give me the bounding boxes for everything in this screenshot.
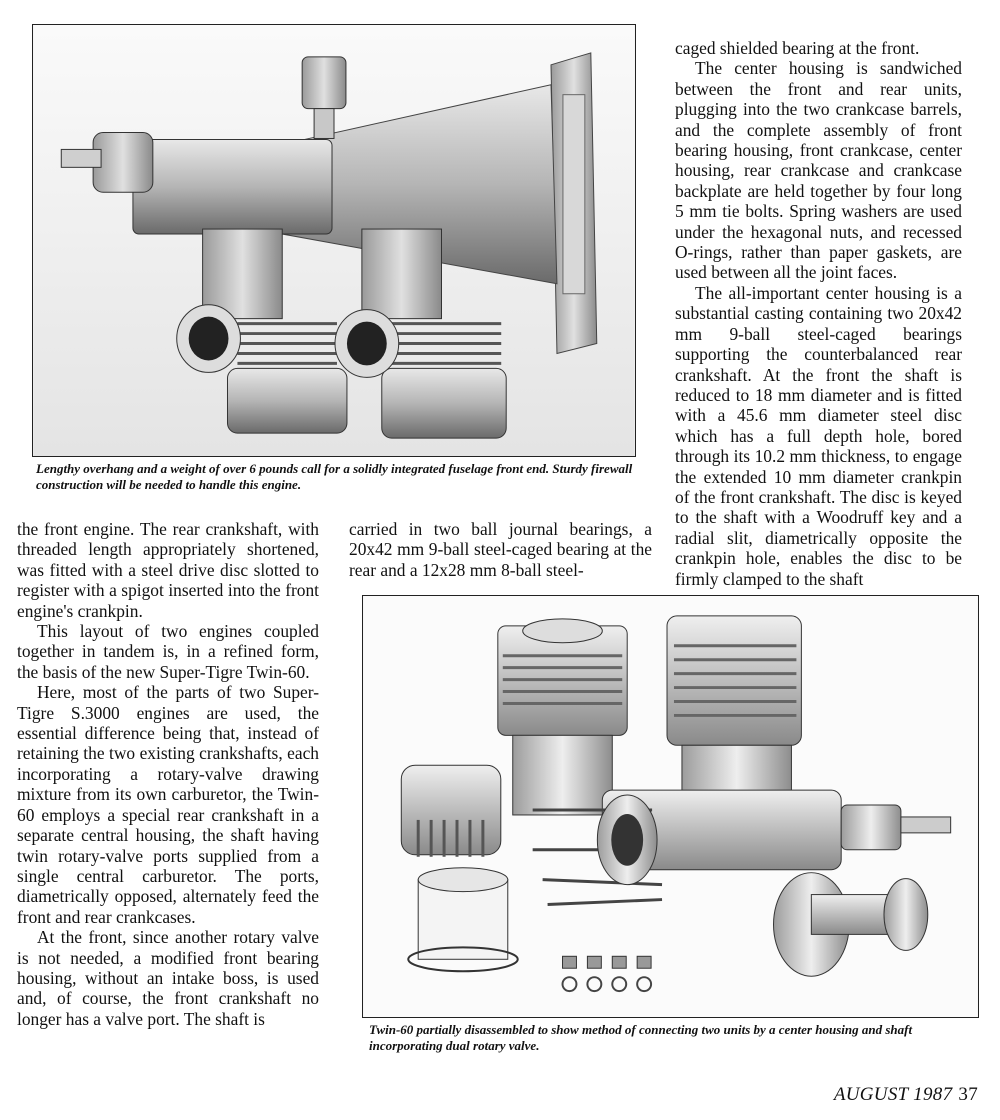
bottom-photo-caption: Twin-60 partially disassembled to show method of connecting two units by a center housing and shaft incorporating dual rotary valve. [369, 1022, 913, 1053]
issue-date: AUGUST 1987 [833, 1084, 953, 1105]
bottom-engine-photo [362, 595, 979, 1018]
right-column-top [675, 38, 962, 589]
middle-column [349, 519, 652, 580]
twin-engine-disassembled-illustration [363, 596, 978, 1017]
page-footer [834, 1084, 978, 1106]
paragraph: The all-important center housing is a substantial casting containing two 20x42 mm 9-ball steel-caged bearings supporting the counterbalanced rear crankshaft. At the front the shaft is reduced to 18 mm diameter and is fitted with a 45.6 mm diameter steel disc which has a full depth hole, bored through its 10.2 mm thickness, to engage the extended 10 mm diameter crankpin of the front crankshaft. The disc is keyed to the shaft with a Woodruff key and a radial slit, diametrically opposite the crankpin hole, enables the disc to be firmly clamped to the shaft [675, 282, 962, 589]
top-photo-caption: Lengthy overhang and a weight of over 6 pounds call for a solidly integrated fuselage front end. Sturdy firewall construction will be needed to handle this engine. [36, 461, 633, 492]
left-column [17, 519, 319, 1029]
paragraph: Here, most of the parts of two Super-Tigre S.3000 engines are used, the essential difference being that, instead of retaining the two existing crankshafts, each incorporating a rotary-valve drawing mixture from its own carburetor, the Twin-60 employs a special rear crankshaft in a separate central housing, the shaft having twin rotary-valve ports supplied from a single central carburetor. The ports, diametrically opposed, alternately feed the front and rear crankcases. [17, 682, 319, 927]
page-number: 37 [958, 1084, 978, 1105]
top-engine-photo [32, 24, 636, 457]
twin-engine-assembled-illustration [33, 25, 635, 456]
paragraph: At the front, since another rotary valve is not needed, a modified front bearing housing, without an intake boss, is used and, of course, the front crankshaft no longer has a valve port. The shaft is [17, 927, 319, 1029]
paragraph: caged shielded bearing at the front. [675, 38, 920, 58]
paragraph: This layout of two engines coupled together in tandem is, in a refined form, the basis of the new Super-Tigre Twin-60. [17, 621, 319, 682]
paragraph: the front engine. The rear crankshaft, with threaded length appropriately shortened, was fitted with a steel drive disc slotted to register with a spigot inserted into the front engine's crankpin. [17, 519, 319, 621]
paragraph: The center housing is sandwiched between the front and rear units, plugging into the two crankcase barrels, and the complete assembly of front bearing housing, front crankcase, center housing, rear crankcase and crankcase backplate are held together by four long 5 mm tie bolts. Spring washers are used under the hexagonal nuts, and recessed O-rings, rather than paper gaskets, are used between all the joint faces. [675, 58, 962, 283]
paragraph: carried in two ball journal bearings, a 20x42 mm 9-ball steel-caged bearing at the rear and a 12x28 mm 8-ball steel- [349, 519, 652, 580]
